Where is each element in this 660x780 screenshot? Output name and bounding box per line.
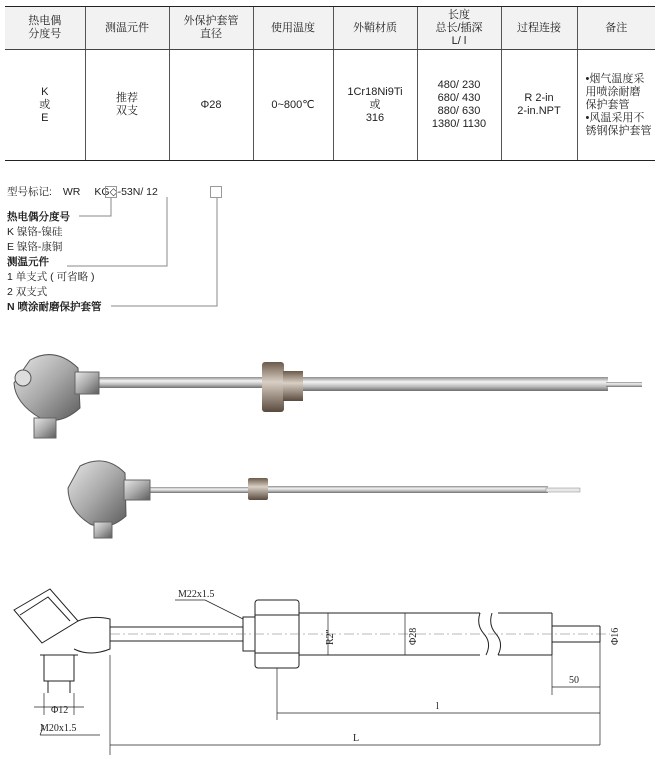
table-cell xyxy=(501,50,577,161)
protection-tube xyxy=(150,487,248,493)
head-screw xyxy=(15,370,31,386)
cell-line: 或 xyxy=(39,98,51,111)
header-line: 备注 xyxy=(605,21,628,34)
r2-label: R2" xyxy=(325,629,336,645)
cell-line: •烟气温度采 xyxy=(585,72,645,85)
cell-line: R 2-in xyxy=(524,92,554,104)
spec-table xyxy=(5,6,655,161)
thread-fitting xyxy=(283,371,303,401)
head-neck xyxy=(75,372,99,394)
product-photos xyxy=(0,338,660,553)
m20-label: M20x1.5 xyxy=(40,723,77,734)
cell-line: 316 xyxy=(365,111,385,124)
tube-tip xyxy=(606,382,642,387)
cell-line: 双支 xyxy=(116,105,138,117)
cell-line: 用喷涂耐磨 xyxy=(585,85,641,98)
cable-gland xyxy=(34,418,56,438)
tube-tip xyxy=(546,488,580,492)
model-designation xyxy=(7,170,307,320)
header-line: 使用温度 xyxy=(271,21,315,34)
model-label: 型号标记: xyxy=(7,186,52,198)
insert-length-label: l xyxy=(436,701,439,712)
hex-nut xyxy=(248,478,268,500)
table-row xyxy=(5,50,655,161)
table-cell xyxy=(577,50,655,161)
junction-head xyxy=(14,355,80,421)
protection-tube-outer xyxy=(300,377,608,391)
cell-line: 2-in.NPT xyxy=(517,105,561,117)
table-cell xyxy=(417,50,501,161)
table-cell xyxy=(253,50,333,161)
cell-line: K xyxy=(41,85,49,98)
protection-tube xyxy=(95,377,267,388)
diameter-28-label: Φ28 xyxy=(408,627,419,645)
cell-line: 锈钢保护套管 xyxy=(585,124,652,137)
column-header xyxy=(333,7,417,50)
header-line: 外鞘材质 xyxy=(353,21,397,34)
diameter-12-label: Φ12 xyxy=(51,705,69,716)
header-line: 热电偶 xyxy=(28,15,62,27)
head-neck xyxy=(124,480,150,500)
head-outline xyxy=(14,589,78,643)
table-cell xyxy=(169,50,253,161)
head-neck-outline xyxy=(74,617,110,653)
model-prefix: WR xyxy=(62,186,81,198)
group-item: 2 双支式 xyxy=(7,286,48,298)
header-line: 总长/插深 xyxy=(435,21,483,34)
hex-nut xyxy=(262,362,284,412)
cell-line: E xyxy=(41,111,49,124)
table-cell xyxy=(333,50,417,161)
column-header xyxy=(5,7,85,50)
thread-label: M22x1.5 xyxy=(178,589,215,600)
group-title-element: 测温元件 xyxy=(7,256,49,268)
cell-line: 保护套管 xyxy=(585,98,630,111)
group-title-coating: N 喷涂耐磨保护套管 xyxy=(7,301,102,313)
head-base xyxy=(44,655,74,681)
head-inner xyxy=(20,597,70,621)
tip-length-label: 50 xyxy=(569,675,579,686)
cell-line: 880/ 630 xyxy=(437,105,481,117)
column-header xyxy=(501,7,577,50)
column-header xyxy=(169,7,253,50)
thermocouple-photo-large xyxy=(14,355,642,438)
table-header-row xyxy=(5,7,655,50)
cell-line: 1Cr18Ni9Ti xyxy=(347,85,403,98)
group-title-thermocouple: 热电偶分度号 xyxy=(7,211,70,223)
column-header xyxy=(417,7,501,50)
group-item: E 镍铬-康铜 xyxy=(7,241,63,253)
cell-line: •风温采用不 xyxy=(585,111,645,124)
column-header xyxy=(85,7,169,50)
header-line: 长度 xyxy=(448,8,470,21)
header-line: 测温元件 xyxy=(105,21,149,34)
group-item: 1 单支式 ( 可省略 ) xyxy=(7,271,95,283)
group-item: K 镍铬-镍硅 xyxy=(7,226,63,238)
cell-line: 推荐 xyxy=(116,92,138,104)
cell-line: 或 xyxy=(369,98,381,111)
column-header xyxy=(253,7,333,50)
header-line: 外保护套管 xyxy=(183,15,239,27)
cell-line: Φ28 xyxy=(200,98,222,111)
header-line: 分度号 xyxy=(28,28,62,40)
model-middle: KG◇-53N/ 12 xyxy=(94,186,158,198)
thermocouple-photo-small xyxy=(68,461,580,538)
cell-line: 0~800℃ xyxy=(271,98,315,111)
diameter-16-label: Φ16 xyxy=(610,627,621,645)
column-header xyxy=(577,7,655,50)
header-line: 过程连接 xyxy=(517,21,561,34)
cable-gland xyxy=(94,522,112,538)
technical-drawing xyxy=(0,585,660,780)
cell-line: 680/ 430 xyxy=(437,92,481,104)
header-line: 直径 xyxy=(200,28,222,40)
protection-tube-outer xyxy=(268,486,548,493)
cell-line: 1380/ 1130 xyxy=(431,118,487,130)
total-length-label: L xyxy=(353,733,360,744)
junction-head xyxy=(68,461,126,527)
cell-line: 480/ 230 xyxy=(437,79,481,91)
header-line: L/ l xyxy=(451,34,467,47)
table-cell xyxy=(5,50,85,161)
table-cell xyxy=(85,50,169,161)
